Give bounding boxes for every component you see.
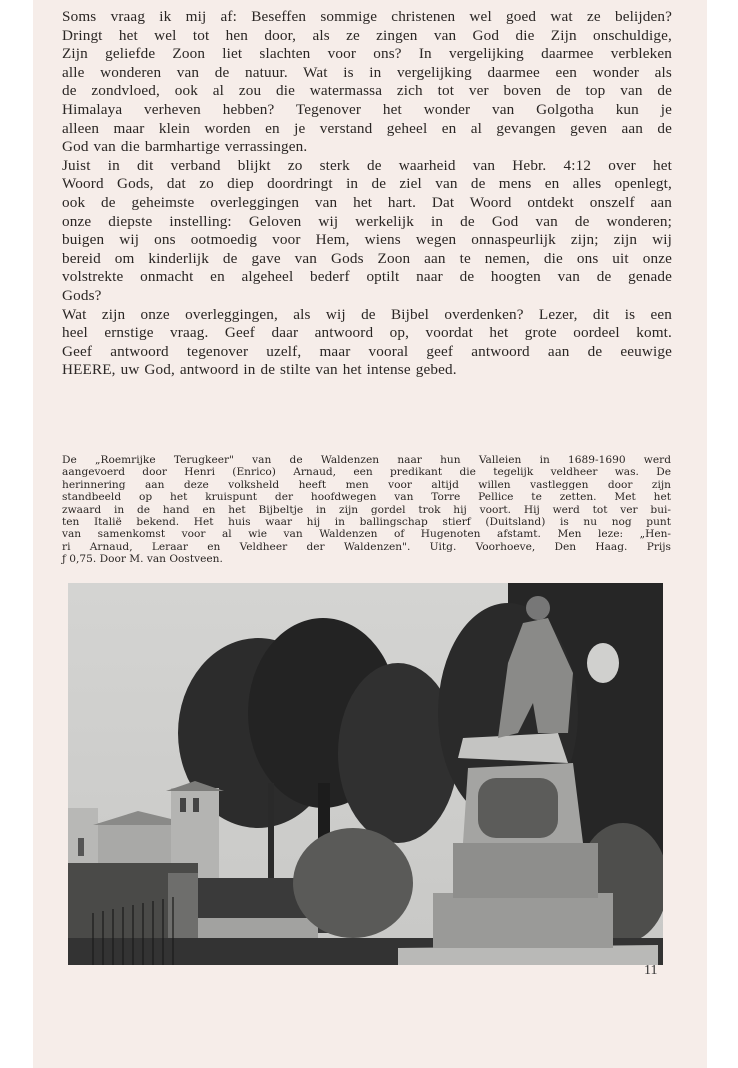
caption-line: ten Italië bekend. Het huis waar hij in ballingschap stierf (Duitsland) is nu nog punt bbox=[62, 515, 671, 528]
body-text-line: volstrekte onmacht en algeheel bederf optilt naar de hoogten van de genade bbox=[62, 268, 672, 286]
body-text-line: de zondvloed, ook al zou die watermassa zich tot ver boven de top van de bbox=[62, 82, 672, 100]
body-text-line: Dringt het wel tot hen door, als ze zingen van God die Zijn onschuldige, bbox=[62, 26, 672, 44]
body-text-line: Soms vraag ik mij af: Beseffen sommige christenen wel goed wat ze belijden? bbox=[62, 8, 672, 25]
caption-line: standbeeld op het kruispunt der hoofdwegen van Torre Pellice te zetten. Met het bbox=[62, 491, 671, 504]
caption-line: herinnering aan deze volksheld heeft men voor altijd willen vastleggen door zijn bbox=[62, 478, 671, 491]
caption-line: aangevoerd door Henri (Enrico) Arnaud, een predikant die tegelijk veldheer was. De bbox=[62, 466, 671, 479]
body-text-line: alleen maar klein worden en je verstand geheel en al gevangen geven aan de bbox=[62, 119, 672, 137]
page-number: 11 bbox=[644, 963, 658, 978]
body-text-line: bereid om kinderlijk de gave van Gods Zoon aan te nemen, die ons uit onze bbox=[62, 249, 672, 267]
caption-line: De „Roemrijke Terugkeer" van de Waldenzen naar hun Valleien in 1689-1690 werd bbox=[62, 454, 671, 466]
body-text-line: Juist in dit verband blijkt zo sterk de waarheid van Hebr. 4:12 over het bbox=[62, 156, 672, 174]
body-text-line: onze diepste instelling: Geloven wij werkelijk in de God van de wonderen; bbox=[62, 212, 672, 230]
body-text-line: Gods? bbox=[62, 286, 102, 304]
caption-line: ƒ 0,75. Door M. van Oostveen. bbox=[62, 553, 223, 566]
body-text-line: Himalaya verheven hebben? Tegenover het wonder van Golgotha kun je bbox=[62, 100, 672, 118]
photo-arnaud-statue bbox=[68, 583, 663, 965]
body-text-line: Wat zijn onze overleggingen, als wij de Bijbel overdenken? Lezer, dit is een bbox=[62, 305, 672, 323]
photo-caption bbox=[62, 454, 671, 566]
caption-line: zwaard in de hand en het Bijbeltje in zijn gordel trok hij voort. Hij werd tot ver bui- bbox=[62, 503, 671, 516]
body-text-line: heel ernstige vraag. Geef daar antwoord op, voordat het grote oordeel komt. bbox=[62, 324, 672, 342]
caption-line: van samenkomst voor al wie van Waldenzen of Hugenoten afstamt. Men leze: „Hen- bbox=[62, 528, 671, 541]
body-text-line: Woord Gods, dat zo diep doordringt in de ziel van de mens en alles openlegt, bbox=[62, 175, 672, 193]
body-text-line: ook de geheimste overleggingen van het hart. Dat Woord ontdekt onszelf aan bbox=[62, 193, 672, 211]
body-text-line: buigen wij ons ootmoedig voor Hem, wiens wegen onnaspeurlijk zijn; zijn wij bbox=[62, 231, 672, 249]
caption-line: ri Arnaud, Leraar en Veldheer der Waldenzen". Uitg. Voorhoeve, Den Haag. Prijs bbox=[62, 540, 671, 553]
body-text-line: HEERE, uw God, antwoord in de stilte van het intense gebed. bbox=[62, 361, 457, 379]
body-text bbox=[62, 8, 672, 380]
body-text-line: Geef antwoord tegenover uzelf, maar vooral geef antwoord aan de eeuwige bbox=[62, 342, 672, 360]
body-text-line: Zijn geliefde Zoon liet slachten voor ons? In vergelijking daarmee verbleken bbox=[62, 45, 672, 63]
body-text-line: God van die barmhartige verrassingen. bbox=[62, 138, 308, 156]
body-text-line: alle wonderen van de natuur. Wat is in vergelijking daarmee een wonder als bbox=[62, 63, 672, 81]
